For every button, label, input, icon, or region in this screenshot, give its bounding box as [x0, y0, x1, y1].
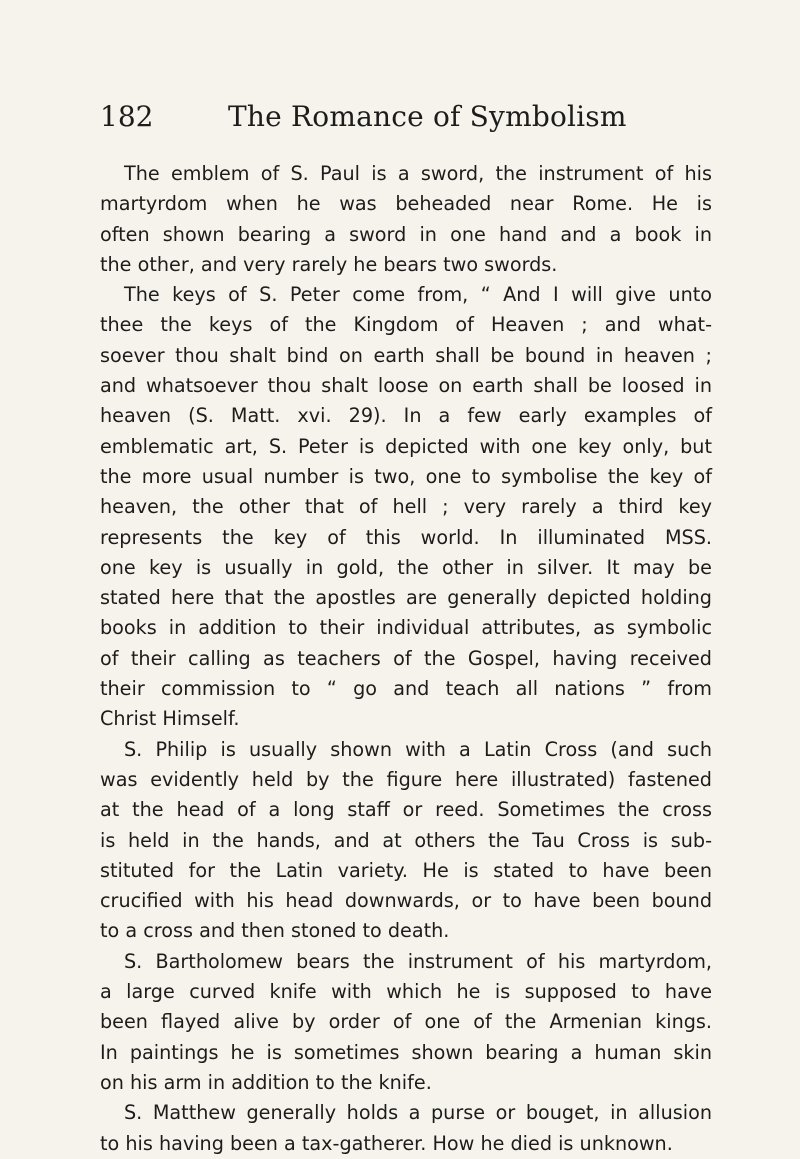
text-line: the more usual number is two, one to symbolise the key of: [100, 464, 712, 488]
text-line: one key is usually in gold, the other in silver. It may be: [100, 555, 712, 579]
text-line: In paintings he is sometimes shown bearing a human skin: [100, 1040, 712, 1064]
text-line: often shown bearing a sword in one hand and a book in: [100, 222, 712, 246]
text-line: their commission to “ go and teach all nations ” from: [100, 677, 712, 701]
text-line: S. Matthew generally holds a purse or bouget, in allusion: [124, 1101, 712, 1125]
text-line: emblematic art, S. Peter is depicted with one key only, but: [100, 434, 712, 458]
paragraph-paul: [100, 159, 712, 280]
text-line: the other, and very rarely he bears two swords.: [100, 252, 558, 276]
text-line: books in addition to their individual attributes, as symbolic: [100, 616, 712, 640]
text-line: heaven (S. Matt. xvi. 29). In a few early examples of: [100, 404, 712, 428]
text-line: S. Bartholomew bears the instrument of his martyrdom,: [124, 949, 712, 973]
text-line: thee the keys of the Kingdom of Heaven ; and what-: [100, 313, 712, 337]
text-line: and whatsoever thou shalt loose on earth shall be loosed in: [100, 374, 712, 398]
text-line: to his having been a tax-gatherer. How he died is unknown.: [100, 1131, 673, 1155]
text-line: soever thou shalt bind on earth shall be bound in heaven ;: [100, 343, 712, 367]
text-line: S. Philip is usually shown with a Latin Cross (and such: [124, 737, 712, 761]
text-line: is held in the hands, and at others the Tau Cross is sub-: [100, 828, 712, 852]
page-number: 182: [100, 100, 154, 133]
text-line: martyrdom when he was beheaded near Rome. He is: [100, 192, 712, 216]
text-line: stated here that the apostles are generally depicted holding: [100, 586, 712, 610]
text-line: on his arm in addition to the knife.: [100, 1070, 432, 1094]
text-line: The emblem of S. Paul is a sword, the instrument of his: [124, 162, 712, 185]
text-line: crucified with his head downwards, or to have been bound: [100, 889, 712, 913]
text-line: to a cross and then stoned to death.: [100, 919, 450, 943]
text-line: The keys of S. Peter come from, “ And I will give unto: [124, 283, 712, 307]
running-title: The Romance of Symbolism: [228, 100, 627, 133]
running-head: [100, 100, 720, 144]
text-line: at the head of a long staff or reed. Sometimes the cross: [100, 798, 712, 822]
paragraph-bartholomew: [100, 947, 712, 1098]
paragraph-matthew: [100, 1098, 712, 1159]
text-line: a large curved knife with which he is supposed to have: [100, 980, 712, 1004]
text-line: Christ Himself.: [100, 707, 240, 731]
paragraph-peter: [100, 280, 712, 734]
text-line: was evidently held by the figure here illustrated) fastened: [100, 767, 712, 791]
text-line: stituted for the Latin variety. He is stated to have been: [100, 858, 712, 882]
text-line: represents the key of this world. In illuminated MSS.: [100, 525, 712, 549]
text-line: been flayed alive by order of one of the Armenian kings.: [100, 1010, 712, 1034]
text-line: of their calling as teachers of the Gospel, having received: [100, 646, 712, 670]
body-text: [100, 159, 712, 1159]
text-line: heaven, the other that of hell ; very rarely a third key: [100, 495, 712, 519]
paragraph-philip: [100, 735, 712, 947]
